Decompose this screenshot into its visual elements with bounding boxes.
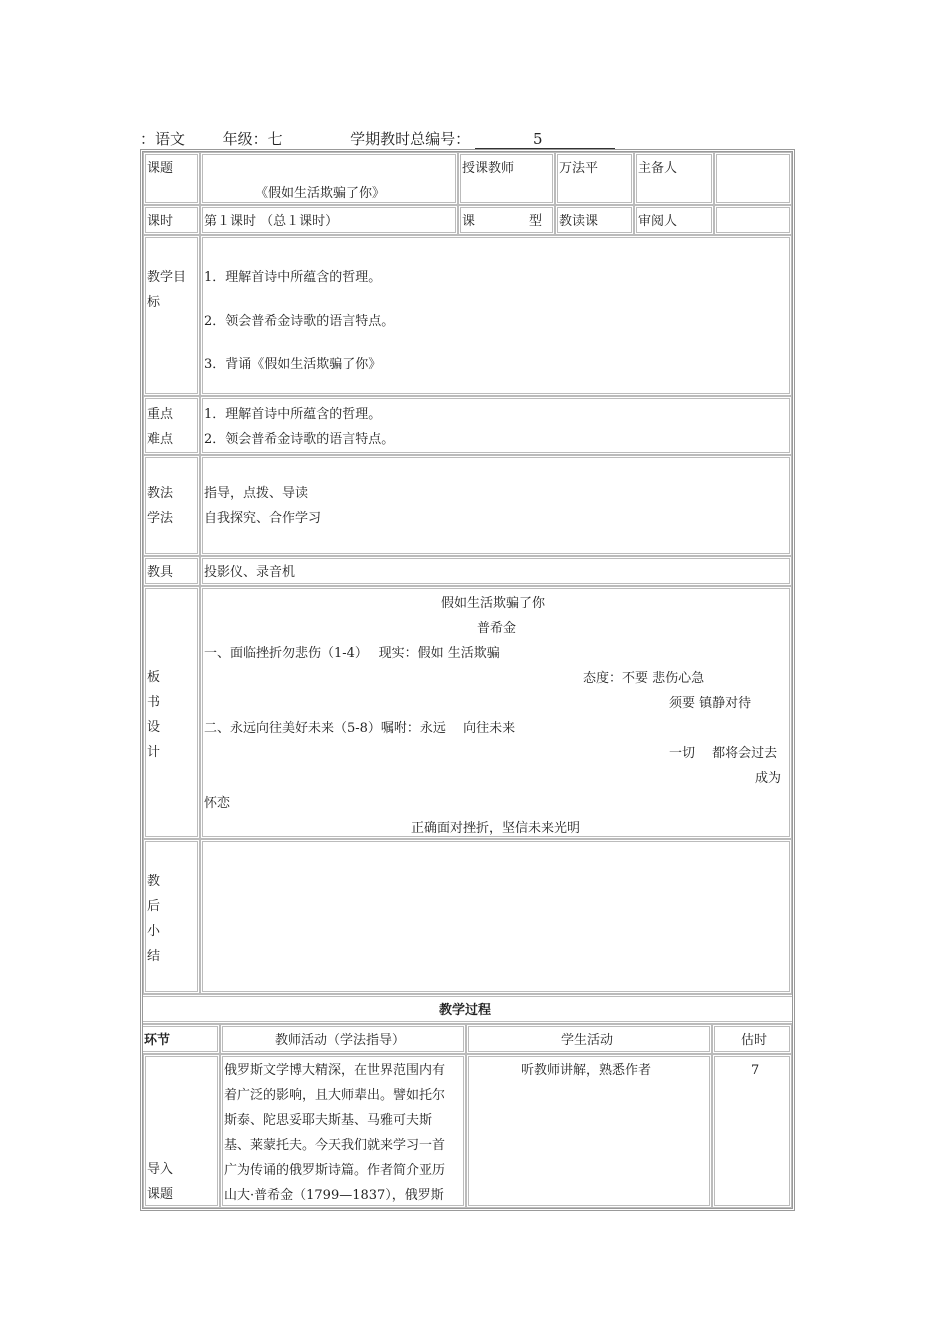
key-item: 1．理解首诗中所蕴含的哲理。: [204, 407, 382, 422]
period-label-cell: [143, 205, 200, 235]
board-summary-line: 正确面对挫折，坚信未来光明: [411, 821, 581, 836]
method-label-cell: [143, 455, 200, 556]
board-label-cell: [143, 586, 200, 839]
teacher-label-cell: [458, 152, 555, 205]
host-label: 主备人: [638, 161, 678, 176]
stage-label-1: 导入: [147, 1162, 174, 1177]
teacher-activity-line: 基、莱蒙托夫。今天我们就来学习一首: [224, 1138, 446, 1153]
stage-cell: [143, 1054, 220, 1208]
header-time: 估时: [741, 1033, 768, 1048]
key-cell: [200, 396, 792, 455]
board-line: 成为: [755, 771, 782, 786]
method-item: 自我探究、合作学习: [204, 511, 322, 526]
board-line: 二、永远向往美好未来（5-8）嘱咐：永远 向往未来: [204, 721, 516, 736]
board-line: 怀恋: [204, 796, 231, 811]
summary-label-char: 小: [147, 924, 161, 939]
header-teacher: 教师活动（学法指导）: [275, 1033, 406, 1048]
teacher-activity-cell: [220, 1054, 466, 1208]
teacher-value: 万法平: [559, 161, 599, 176]
type-label-a: 课: [462, 214, 476, 229]
host-cell: [714, 152, 792, 205]
student-activity: 听教师讲解，熟悉作者: [521, 1063, 652, 1078]
header-time-cell: [712, 1024, 792, 1054]
tools-value: 投影仪、录音机: [204, 565, 296, 580]
type-label-cell: [458, 205, 555, 235]
total-number-label: 学期教时总编号：: [350, 130, 471, 148]
board-line: 一、面临挫折勿悲伤（1-4） 现实：假如 生活欺骗: [204, 646, 500, 661]
key-label-2: 难点: [147, 432, 174, 447]
reviewer-cell: [714, 205, 792, 235]
board-label-char: 设: [147, 720, 161, 735]
tools-label: 教具: [147, 565, 174, 580]
stage-label-2: 课题: [147, 1187, 174, 1202]
summary-label-char: 教: [147, 874, 161, 889]
header-stage-cell: [143, 1024, 220, 1054]
topic-label: 课题: [147, 161, 174, 176]
summary-label-cell: [143, 839, 200, 994]
period-cell: [200, 205, 458, 235]
goal-item: 1．理解首诗中所蕴含的哲理。: [204, 270, 382, 285]
board-title: 假如生活欺骗了你: [441, 596, 546, 611]
teacher-cell: [555, 152, 634, 205]
summary-label-char: 结: [147, 949, 161, 964]
key-label-cell: [143, 396, 200, 455]
method-item: 指导，点拨、导读: [204, 486, 309, 501]
header-stage: 环节: [144, 1033, 171, 1048]
method-label-2: 学法: [147, 511, 174, 526]
student-activity-cell: [466, 1054, 712, 1208]
goals-label-1: 教学目: [147, 270, 187, 285]
topic-value: 《假如生活欺骗了你》: [255, 186, 386, 201]
tools-label-cell: [143, 556, 200, 586]
period-value: 第１课时 （总１课时）: [204, 214, 339, 229]
board-line: 须要 镇静对待: [669, 696, 752, 711]
tools-cell: [200, 556, 792, 586]
header-student: 学生活动: [561, 1033, 614, 1048]
teacher-activity-line: 斯泰、陀思妥耶夫斯基、马雅可夫斯: [224, 1113, 433, 1128]
teacher-label: 授课教师: [462, 161, 515, 176]
goals-label-cell: [143, 235, 200, 396]
host-label-cell: [634, 152, 714, 205]
type-cell: [555, 205, 634, 235]
grade-label: 年级：七: [222, 130, 283, 148]
board-label-char: 板: [147, 670, 161, 685]
process-title: 教学过程: [439, 1003, 492, 1018]
method-cell: [200, 455, 792, 556]
teacher-activity-line: 广为传诵的俄罗斯诗篇。作者简介亚历: [224, 1163, 446, 1178]
board-label-char: 书: [147, 695, 161, 710]
header-student-cell: [466, 1024, 712, 1054]
key-label-1: 重点: [147, 407, 174, 422]
total-number-value: 5: [475, 130, 615, 149]
goal-item: 2．领会普希金诗歌的语言特点。: [204, 314, 395, 329]
board-label-char: 计: [147, 745, 161, 760]
board-cell: [200, 586, 792, 839]
type-label-b: 型: [529, 214, 543, 229]
process-title-cell: [143, 994, 792, 1024]
document-header: [140, 128, 615, 149]
goals-cell: [200, 235, 792, 396]
time-cell: [712, 1054, 792, 1208]
summary-cell: [200, 839, 792, 994]
header-teacher-cell: [220, 1024, 466, 1054]
topic-cell: [200, 152, 458, 205]
goals-label-2: 标: [147, 295, 161, 310]
time-value: 7: [751, 1063, 760, 1078]
method-label-1: 教法: [147, 486, 174, 501]
reviewer-label-cell: [634, 205, 714, 235]
teacher-activity-line: 着广泛的影响，且大师辈出。譬如托尔: [224, 1088, 446, 1103]
summary-label-char: 后: [147, 899, 161, 914]
key-item: 2．领会普希金诗歌的语言特点。: [204, 432, 395, 447]
period-label: 课时: [147, 214, 174, 229]
subject-label: ：语文: [140, 130, 186, 148]
type-value: 教读课: [559, 214, 599, 229]
goal-item: 3．背诵《假如生活欺骗了你》: [204, 357, 382, 372]
board-line: 一切 都将会过去: [669, 746, 778, 761]
reviewer-label: 审阅人: [638, 214, 678, 229]
teacher-activity-line: 山大·普希金（1799—1837），俄罗斯: [224, 1188, 444, 1203]
topic-label-cell: [143, 152, 200, 205]
board-line: 态度：不要 悲伤心急: [583, 671, 705, 686]
teacher-activity-line: 俄罗斯文学博大精深，在世界范围内有: [224, 1063, 446, 1078]
board-author: 普希金: [477, 621, 517, 636]
